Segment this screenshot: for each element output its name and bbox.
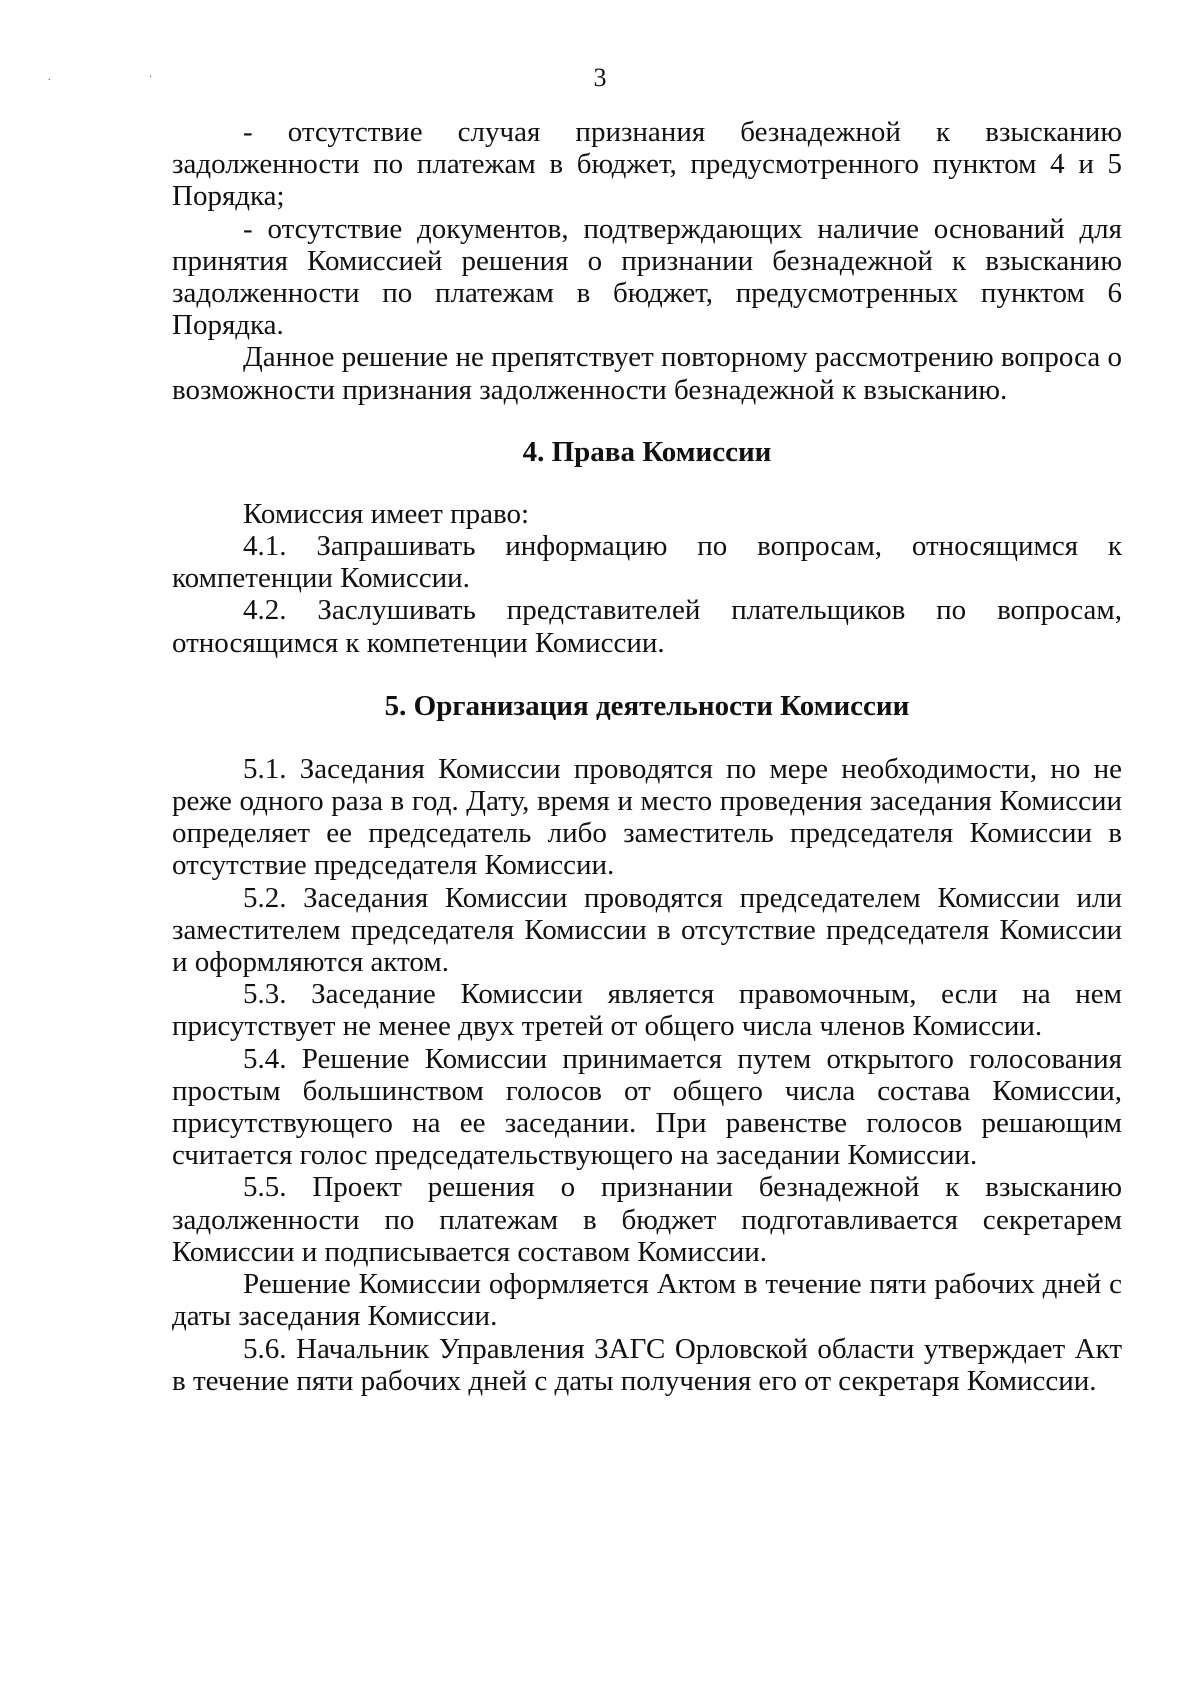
section-5-paragraph-1: 5.1. Заседания Комиссии проводятся по мере необходимости, но не реже одного раза в год. Дату, время и место проведения заседания Комиссии определяет ее председатель либо заместитель председателя Комиссии в отсутствие председателя Комиссии. xyxy=(172,752,1122,882)
page-number: 3 xyxy=(593,63,607,92)
section-5-paragraph-5: 5.5. Проект решения о признании безнадежной к взысканию задолженности по платежам в бюджет подготавливается секретарем Комиссии и подписывается составом Комиссии. xyxy=(172,1171,1122,1268)
section-5-paragraph-2: 5.2. Заседания Комиссии проводятся председателем Комиссии или заместителем председателя Комиссии в отсутствие председателя Комиссии и оформляются актом. xyxy=(172,881,1122,979)
scan-marks: . · xyxy=(48,72,201,83)
section-4-paragraph-2: 4.1. Запрашивать информацию по вопросам, относящимся к компетенции Комиссии. xyxy=(172,530,1122,595)
intro-paragraph-3: Данное решение не препятствует повторному рассмотрению вопроса о возможности признания задолженности безнадежной к взысканию. xyxy=(172,341,1122,406)
section-5-paragraph-3: 5.3. Заседание Комиссии является правомочным, если на нем присутствует не менее двух третей от общего числа членов Комиссии. xyxy=(172,978,1122,1043)
document-body xyxy=(172,116,1122,1397)
intro-paragraph-2: - отсутствие документов, подтверждающих наличие оснований для принятия Комиссией решения о признании безнадежной к взысканию задолженности по платежам в бюджет, предусмотренных пунктом 6 Порядка. xyxy=(172,212,1122,342)
section-5-paragraph-6: Решение Комиссии оформляется Актом в течение пяти рабочих дней с даты заседания Комиссии. xyxy=(172,1268,1122,1333)
section-4-paragraph-1: Комиссия имеет право: xyxy=(243,497,530,530)
intro-paragraph-1: - отсутствие случая признания безнадежной к взысканию задолженности по платежам в бюджет, предусмотренного пунктом 4 и 5 Порядка; xyxy=(172,116,1122,213)
section-4-paragraph-3: 4.2. Заслушивать представителей плательщиков по вопросам, относящимся к компетенции Комиссии. xyxy=(172,594,1122,659)
section-5-heading: 5. Организация деятельности Комиссии xyxy=(384,689,910,722)
section-5-paragraph-4: 5.4. Решение Комиссии принимается путем открытого голосования простым большинством голосов от общего числа состава Комиссии, присутствующего на ее заседании. При равенстве голосов решающим считается голос председательствующего на заседании Комиссии. xyxy=(172,1042,1122,1172)
section-5-paragraph-7: 5.6. Начальник Управления ЗАГС Орловской области утверждает Акт в течение пяти рабочих дней с даты получения его от секретаря Комиссии. xyxy=(172,1332,1122,1397)
section-4-heading: 4. Права Комиссии xyxy=(522,435,772,468)
